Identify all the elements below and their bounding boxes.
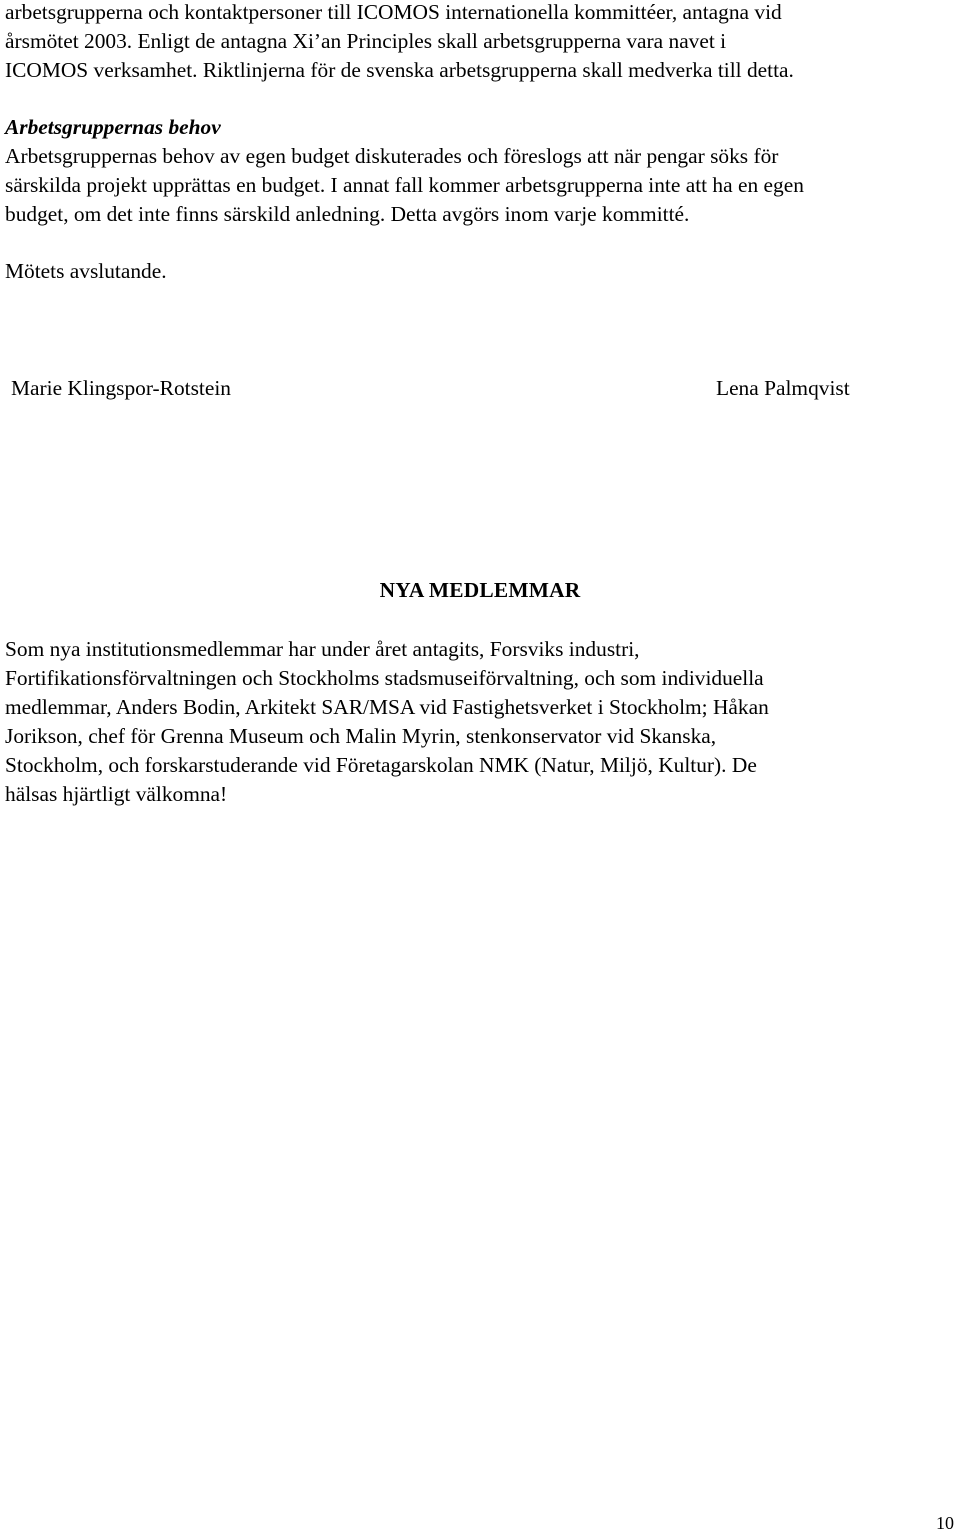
closing-line: Mötets avslutande. — [5, 259, 167, 283]
intro-line-1: arbetsgrupperna och kontaktpersoner till ICOMOS internationella kommittéer, antagna vid — [5, 0, 782, 24]
members-paragraph — [5, 635, 945, 809]
budget-line-2: särskilda projekt upprättas en budget. I annat fall kommer arbetsgrupperna inte att ha en egen — [5, 173, 804, 197]
signature-left: Marie Klingspor-Rotstein — [11, 376, 231, 400]
intro-line-3: ICOMOS verksamhet. Riktlinjerna för de svenska arbetsgrupperna skall medverka till detta. — [5, 58, 794, 82]
members-line-5: Stockholm, och forskarstuderande vid Företagarskolan NMK (Natur, Miljö, Kultur). De — [5, 753, 757, 777]
members-section-title: NYA MEDLEMMAR — [379, 578, 581, 602]
members-line-3: medlemmar, Anders Bodin, Arkitekt SAR/MSA vid Fastighetsverket i Stockholm; Håkan — [5, 695, 769, 719]
intro-paragraph — [5, 0, 945, 85]
budget-heading: Arbetsgruppernas behov — [5, 115, 221, 139]
budget-line-3: budget, om det inte finns särskild anledning. Detta avgörs inom varje kommitté. — [5, 202, 690, 226]
members-line-4: Jorikson, chef för Grenna Museum och Malin Myrin, stenkonservator vid Skanska, — [5, 724, 717, 748]
budget-section — [5, 113, 945, 229]
intro-line-2: årsmötet 2003. Enligt de antagna Xi’an Principles skall arbetsgrupperna vara navet i — [5, 29, 727, 53]
members-line-2: Fortifikationsförvaltningen och Stockholms stadsmuseiförvaltning, och som individuella — [5, 666, 764, 690]
page-number: 10 — [936, 1513, 954, 1533]
signature-right: Lena Palmqvist — [716, 376, 850, 400]
budget-line-1: Arbetsgruppernas behov av egen budget diskuterades och föreslogs att när pengar söks för — [5, 144, 779, 168]
members-line-1: Som nya institutionsmedlemmar har under året antagits, Forsviks industri, — [5, 637, 640, 661]
members-line-6: hälsas hjärtligt välkomna! — [5, 782, 228, 806]
closing-paragraph — [5, 257, 945, 286]
